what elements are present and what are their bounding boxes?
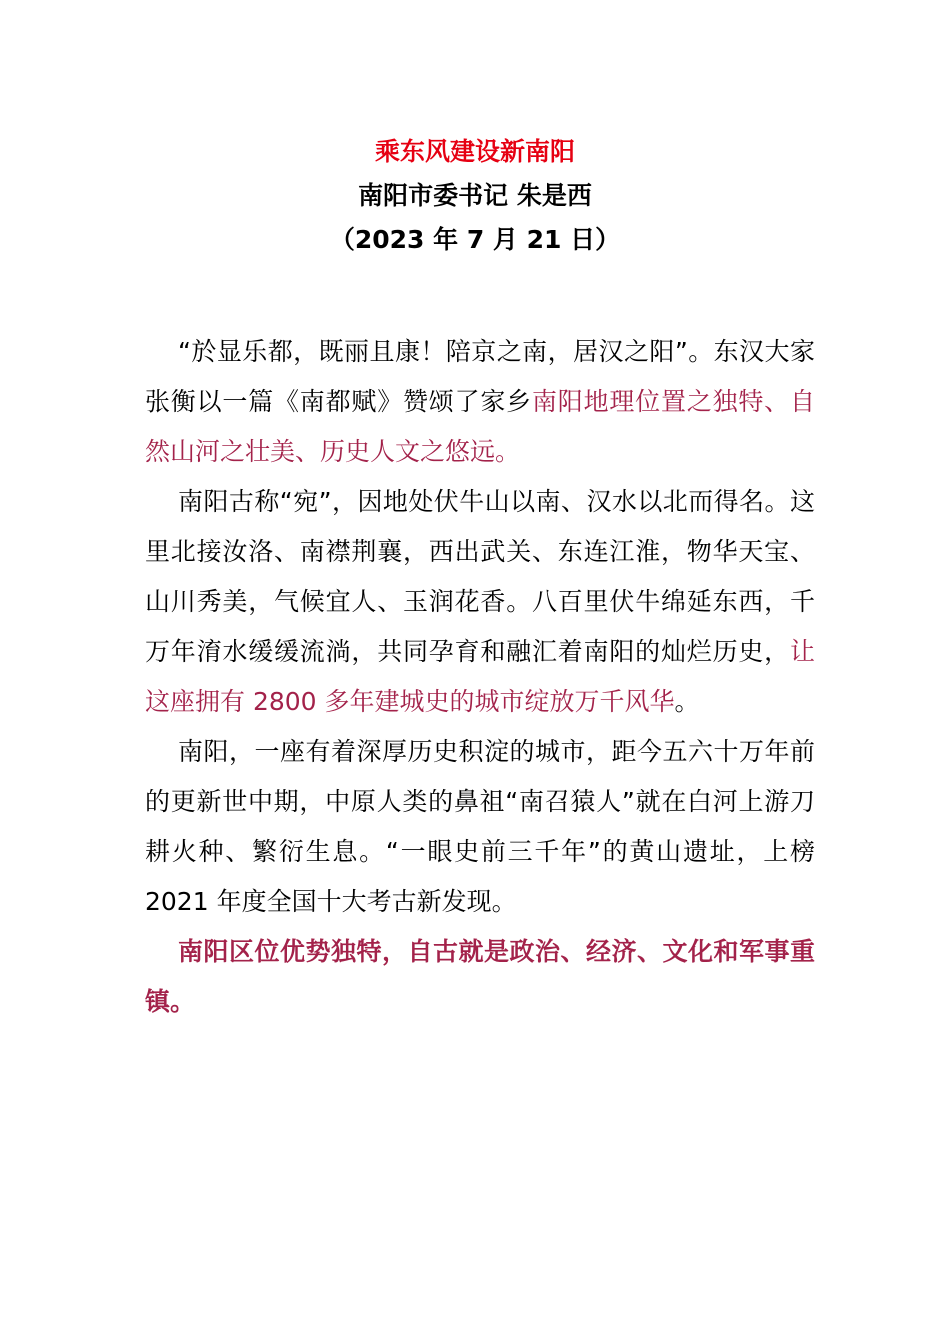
paragraph-text: 南阳，一座有着深厚历史积淀的城市，距今五六十万年前的更新世中期，中原人类的鼻祖“南召猿人”就在白河上游刀耕火种、繁衍生息。“一眼史前三千年”的黄山遗址，上榜 2021 年度全国十大考古新发现。: [145, 737, 815, 916]
body-paragraph: [145, 727, 815, 927]
document-body: [145, 327, 815, 1027]
paragraph-text: 南阳古称“宛”，因地处伏牛山以南、汉水以北而得名。这里北接汝洛、南襟荆襄，西出武关、东连江淮，物华天宝、山川秀美，气候宜人、玉润花香。八百里伏牛绵延东西，千万年淯水缓缓流淌，共同孕育和融汇着南阳的灿烂历史，: [145, 487, 815, 666]
body-paragraph: [145, 327, 815, 477]
highlighted-text: 让这座拥有 2800 多年建城史的城市绽放万千风华: [145, 637, 815, 716]
highlighted-text: 南阳地理位置之独特、自然山河之壮美、历史人文之悠远。: [145, 387, 815, 466]
paragraph-text: 。: [674, 687, 700, 716]
document-title: 乘东风建设新南阳: [374, 137, 575, 166]
body-paragraph: [145, 927, 815, 1027]
document-byline: 南阳市委书记 朱是西: [358, 181, 592, 210]
paragraph-text: “於显乐都，既丽且康！陪京之南，居汉之阳”。东汉大家张衡以一篇《南都赋》赞颂了家乡: [145, 337, 815, 416]
highlighted-bold-text: 南阳区位优势独特，自古就是政治、经济、文化和军事重镇。: [145, 937, 815, 1016]
document-header: [0, 130, 950, 262]
document-date: （2023 年 7 月 21 日）: [329, 225, 621, 254]
body-paragraph: [145, 477, 815, 727]
